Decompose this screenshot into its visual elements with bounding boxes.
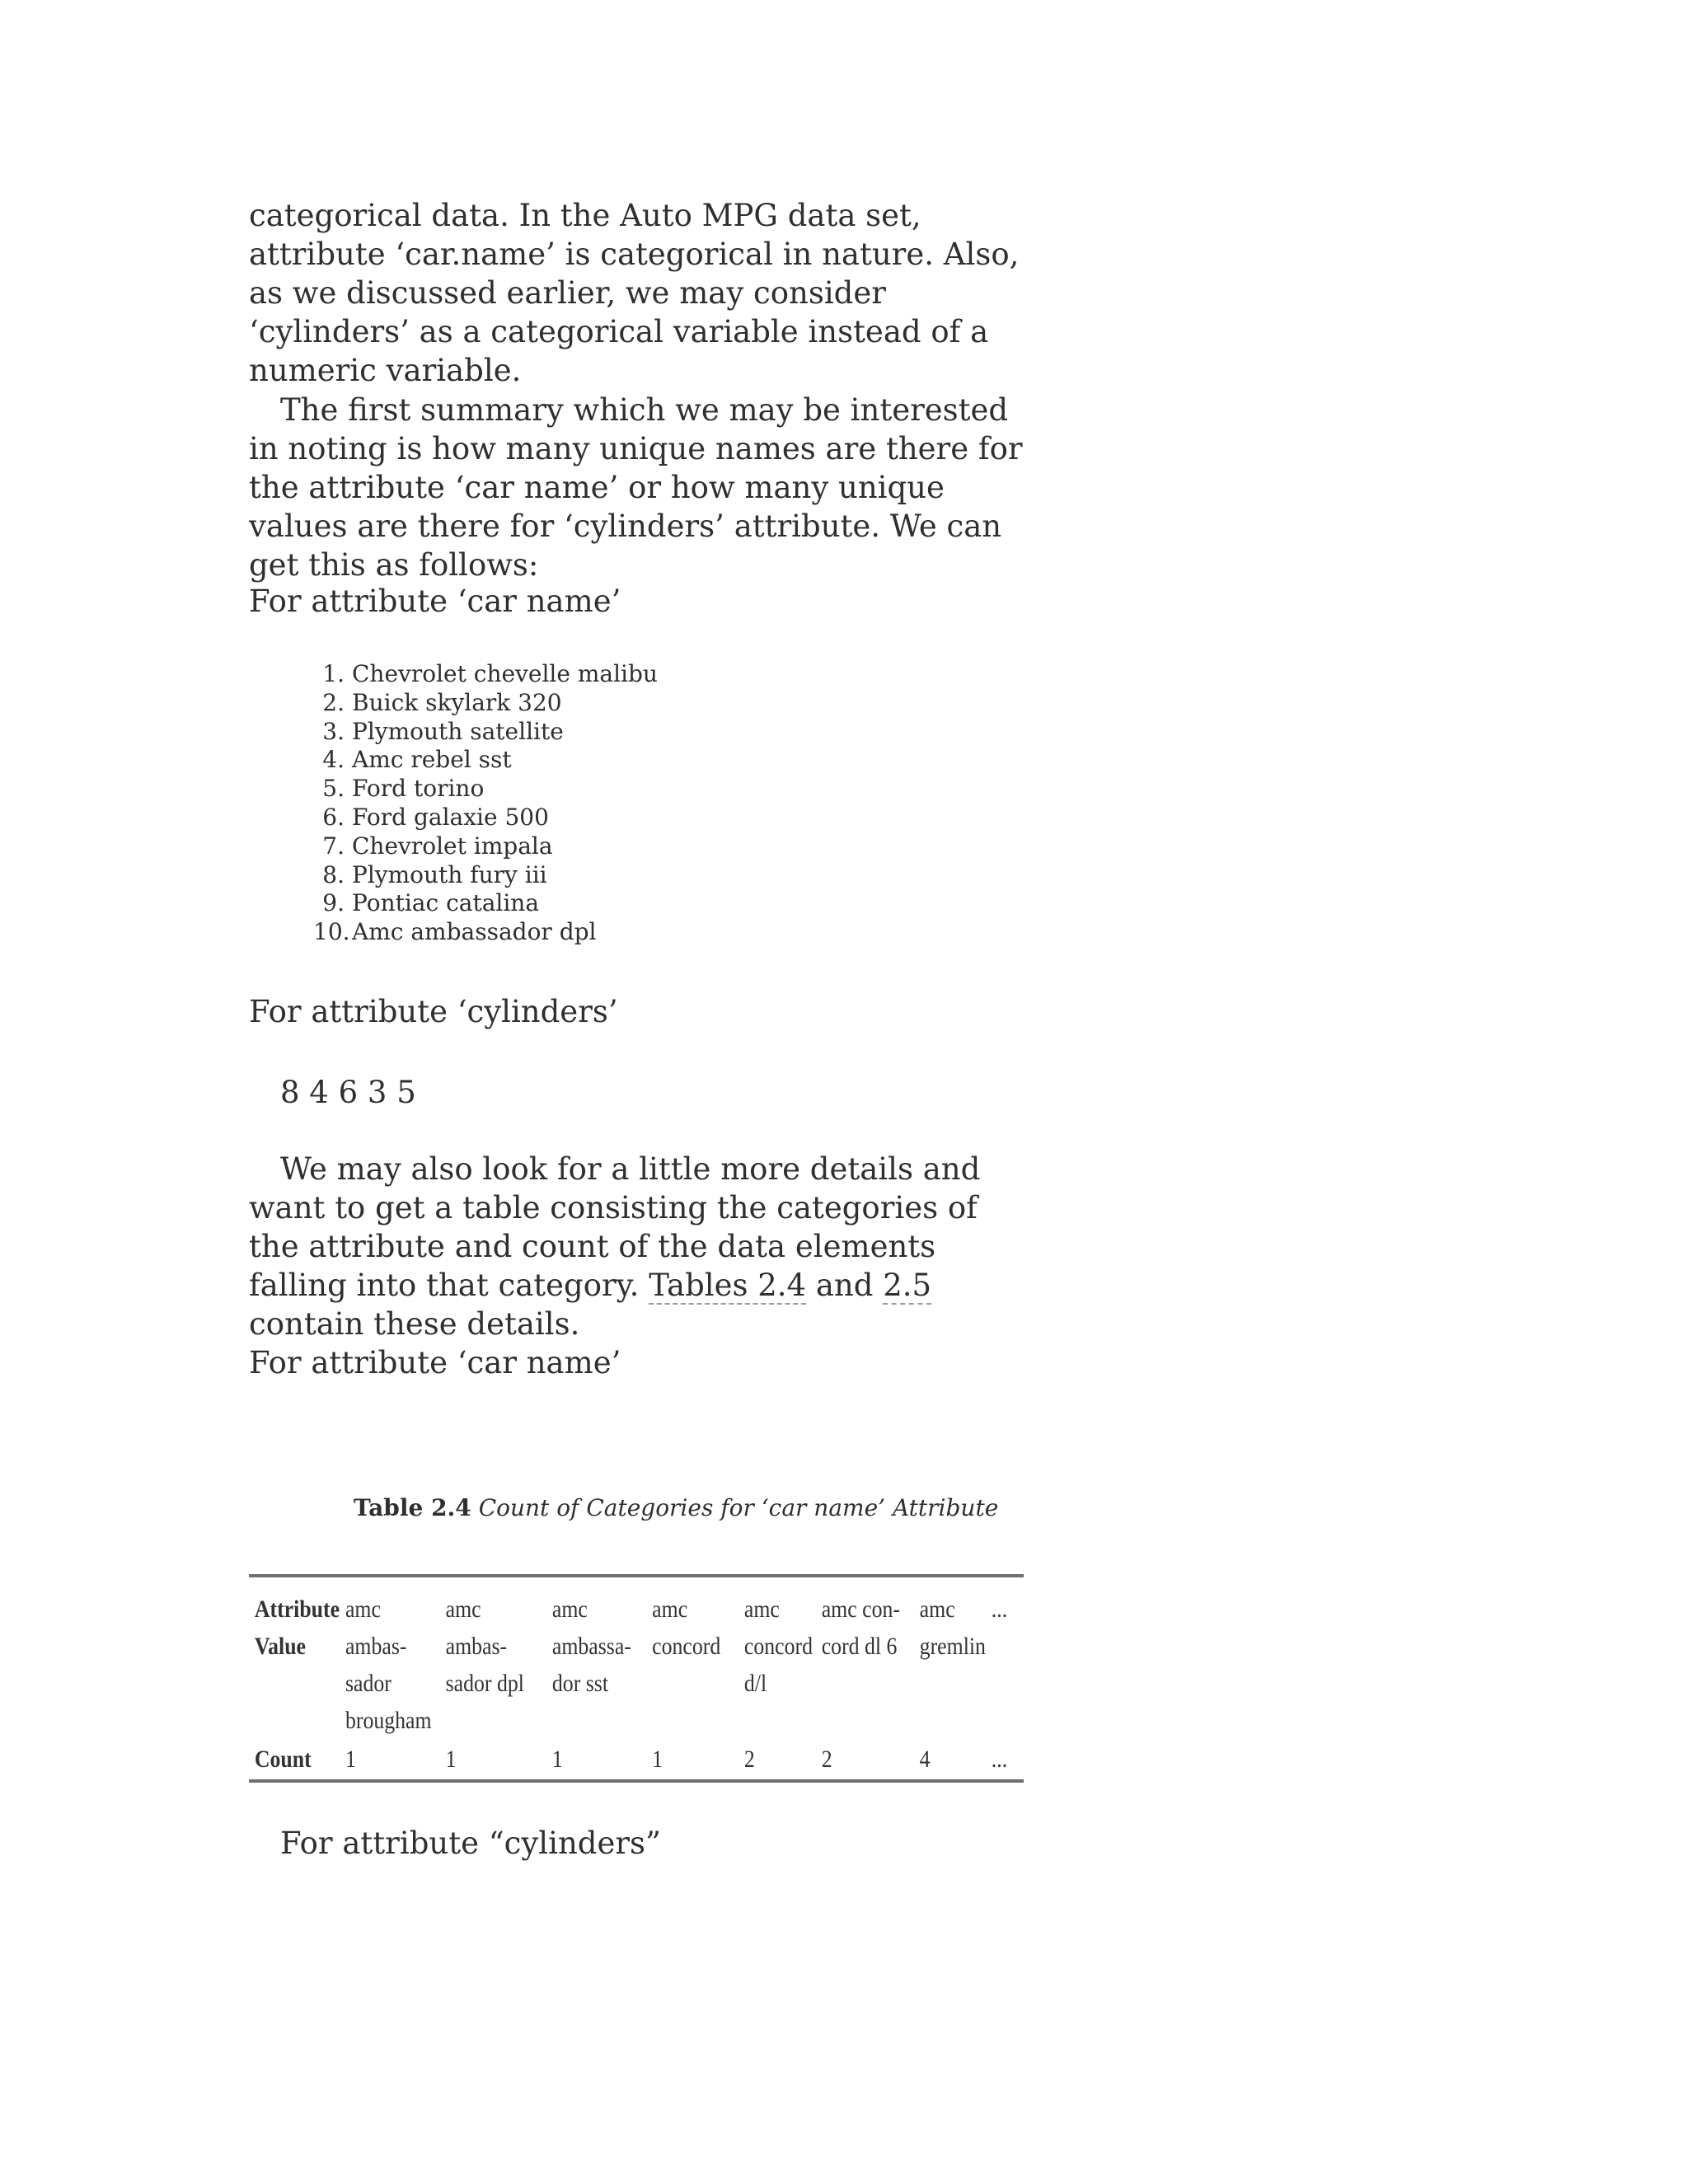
table-cell: ... xyxy=(991,1596,1008,1623)
table-cell: 2 xyxy=(743,1746,755,1773)
list-text: Plymouth satellite xyxy=(352,717,564,745)
row-header-attribute-value: Attribute Value xyxy=(254,1596,340,1660)
table-row xyxy=(249,1739,1024,1779)
cylinder-values: 8 4 6 3 5 xyxy=(280,1075,416,1110)
list-number: 8. xyxy=(322,860,345,888)
paragraph-more-details xyxy=(249,1150,1024,1343)
table-cell: ... xyxy=(991,1746,1008,1773)
list-number: 4. xyxy=(322,746,345,774)
table-caption-text: Count of Categories for ‘car name’ Attribute xyxy=(478,1494,999,1521)
paragraph-intro: categorical data. In the Auto MPG data set, attribute ‘car.name’ is categorical in nature. Also, as we discussed earlier, we may consider ‘cylinders’ as a categorical variable instead of a numeric variable. xyxy=(249,198,1020,388)
list-item xyxy=(313,689,658,718)
table-cell: amc ambas-sador dpl xyxy=(445,1596,524,1697)
list-item xyxy=(313,832,658,861)
list-text: Amc ambassador dpl xyxy=(352,918,597,946)
list-text: Chevrolet chevelle malibu xyxy=(352,660,658,687)
list-text: Buick skylark 320 xyxy=(352,688,562,716)
list-item xyxy=(313,775,658,804)
heading-car-name: For attribute ‘car name’ xyxy=(249,583,621,619)
list-item xyxy=(313,861,658,890)
table-cell: amc concord d/l xyxy=(743,1596,814,1697)
count-table xyxy=(249,1577,1024,1779)
list-text: Chevrolet impala xyxy=(352,832,553,860)
list-number: 7. xyxy=(322,832,345,860)
table-cell: amc ambassa-dor sst xyxy=(551,1596,631,1697)
heading-car-name-2: For attribute ‘car name’ xyxy=(249,1345,621,1380)
table-cell: 1 xyxy=(345,1746,356,1773)
paragraph-unique-values: The first summary which we may be interested in noting is how many unique names are there for the attribute ‘car name’ or how many unique values are there for ‘cylinders’ attribute. We can get this as follows: xyxy=(249,392,1023,583)
table-cell: amc con-cord dl 6 xyxy=(821,1596,900,1660)
table-cell: amc gremlin xyxy=(919,1596,986,1660)
list-item xyxy=(313,718,658,747)
list-number: 9. xyxy=(322,889,345,917)
list-item xyxy=(313,746,658,775)
list-number: 5. xyxy=(322,775,345,803)
list-text: Amc rebel sst xyxy=(352,746,512,774)
list-item xyxy=(313,804,658,832)
list-number: 6. xyxy=(322,803,345,831)
list-item xyxy=(313,889,658,918)
table-cell: 1 xyxy=(445,1746,457,1773)
paragraph-text: contain these details. xyxy=(249,1306,580,1342)
paragraph-text: We may also look for a little more details and want to get a table consisting the categories of the attribute and count of the data elements falling into that category. xyxy=(249,1151,981,1303)
table-caption xyxy=(354,1494,998,1522)
paragraph-text: and xyxy=(806,1268,884,1303)
list-text: Pontiac catalina xyxy=(352,889,540,917)
heading-cylinders: For attribute ‘cylinders’ xyxy=(249,994,618,1029)
list-item xyxy=(313,918,658,947)
row-header-count: Count xyxy=(254,1746,312,1773)
list-item xyxy=(313,660,658,689)
table-cell: 4 xyxy=(919,1746,931,1773)
list-text: Plymouth fury iii xyxy=(352,860,547,888)
table-cell: 1 xyxy=(652,1746,663,1773)
list-number: 3. xyxy=(322,717,345,745)
table-2-4-link[interactable]: Tables 2.4 xyxy=(649,1268,807,1303)
table-cell: 2 xyxy=(821,1746,832,1773)
list-number: 10. xyxy=(313,918,350,946)
count-table-frame xyxy=(249,1574,1024,1783)
list-text: Ford galaxie 500 xyxy=(352,803,549,831)
list-text: Ford torino xyxy=(352,775,485,803)
table-row xyxy=(249,1577,1024,1739)
table-cell: amc concord xyxy=(652,1596,721,1660)
list-number: 1. xyxy=(322,660,345,687)
car-name-list xyxy=(313,660,658,947)
table-caption-label: Table 2.4 xyxy=(354,1494,471,1521)
table-cell: amc ambas-sador brougham xyxy=(345,1596,432,1734)
heading-cylinders-2: For attribute “cylinders” xyxy=(280,1825,661,1861)
list-number: 2. xyxy=(322,688,345,716)
table-cell: 1 xyxy=(551,1746,563,1773)
table-2-5-link[interactable]: 2.5 xyxy=(883,1268,932,1303)
